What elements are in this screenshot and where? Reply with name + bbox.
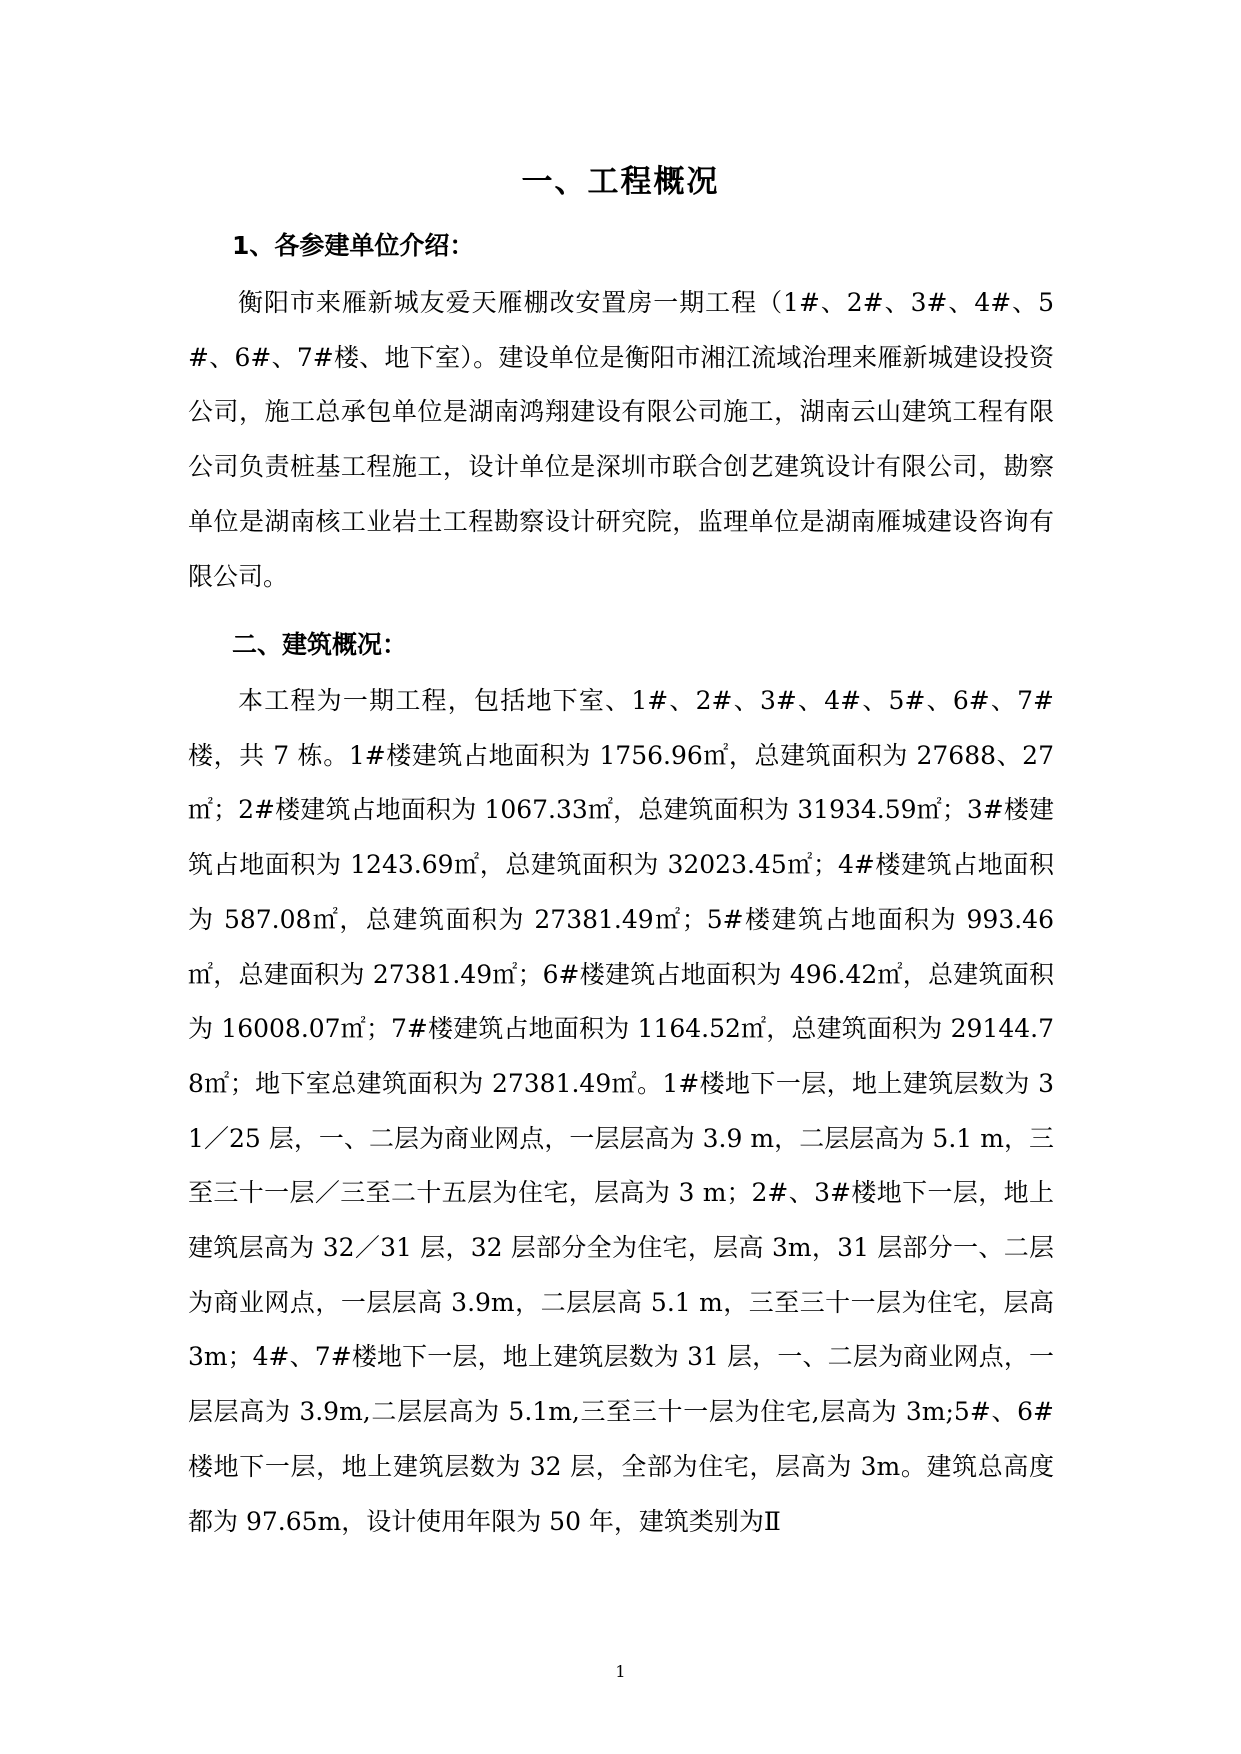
paragraph-building-overview: 本工程为一期工程，包括地下室、1#、2#、3#、4#、5#、6#、7#楼，共 7 栋。1#楼建筑占地面积为 1756.96㎡，总建筑面积为 27688、27㎡；2#楼建筑占地面积为 1067.33㎡，总建筑面积为 31934.59㎡；3#楼建筑占地面积为 1243.69㎡，总建筑面积为 32023.45㎡；4#楼建筑占地面积为 587.08㎡，总建筑面积为 27381.49㎡；5#楼建筑占地面积为 993.46㎡，总建面积为 27381.49㎡；6#楼建筑占地面积为 496.42㎡，总建筑面积为 16008.07㎡；7#楼建筑占地面积为 1164.52㎡，总建筑面积为 29144.78㎡；地下室总建筑面积为 27381.49㎡。1#楼地下一层，地上建筑层数为 31／25 层，一、二层为商业网点，一层层高为 3.9 m，二层层高为 5.1 m，三至三十一层／三至二十五层为住宅，层高为 3 m；2#、3#楼地下一层，地上建筑层高为 32／31 层，32 层部分全为住宅，层高 3m，31 层部分一、二层为商业网点，一层层高 3.9m，二层层高 5.1 m，三至三十一层为住宅，层高 3m；4#、7#楼地下一层，地上建筑层数为 31 层，一、二层为商业网点，一层层高为 3.9m,二层层高为 5.1m,三至三十一层为住宅,层高为 3m;5#、6#楼地下一层，地上建筑层数为 32 层，全部为住宅，层高为 3m。建筑总高度都为 97.65m，设计使用年限为 50 年，建筑类别为Ⅱ — [188, 686, 1054, 1536]
page-number: 1 — [615, 1662, 626, 1681]
section-heading-building-overview: 二、建筑概况： — [232, 630, 408, 659]
paragraph-participants: 衡阳市来雁新城友爱天雁棚改安置房一期工程（1#、2#、3#、4#、5#、6#、7#楼、地下室）。建设单位是衡阳市湘江流域治理来雁新城建设投资公司，施工总承包单位是湖南鸿翔建设有限公司施工，湖南云山建筑工程有限公司负责桩基工程施工，设计单位是深圳市联合创艺建筑设计有限公司，勘察单位是湖南核工业岩土工程勘察设计研究院，监理单位是湖南雁城建设咨询有限公司。 — [188, 288, 1054, 591]
document-title: 一、工程概况 — [521, 164, 720, 200]
section-heading-participants: 1、各参建单位介绍： — [232, 231, 475, 260]
